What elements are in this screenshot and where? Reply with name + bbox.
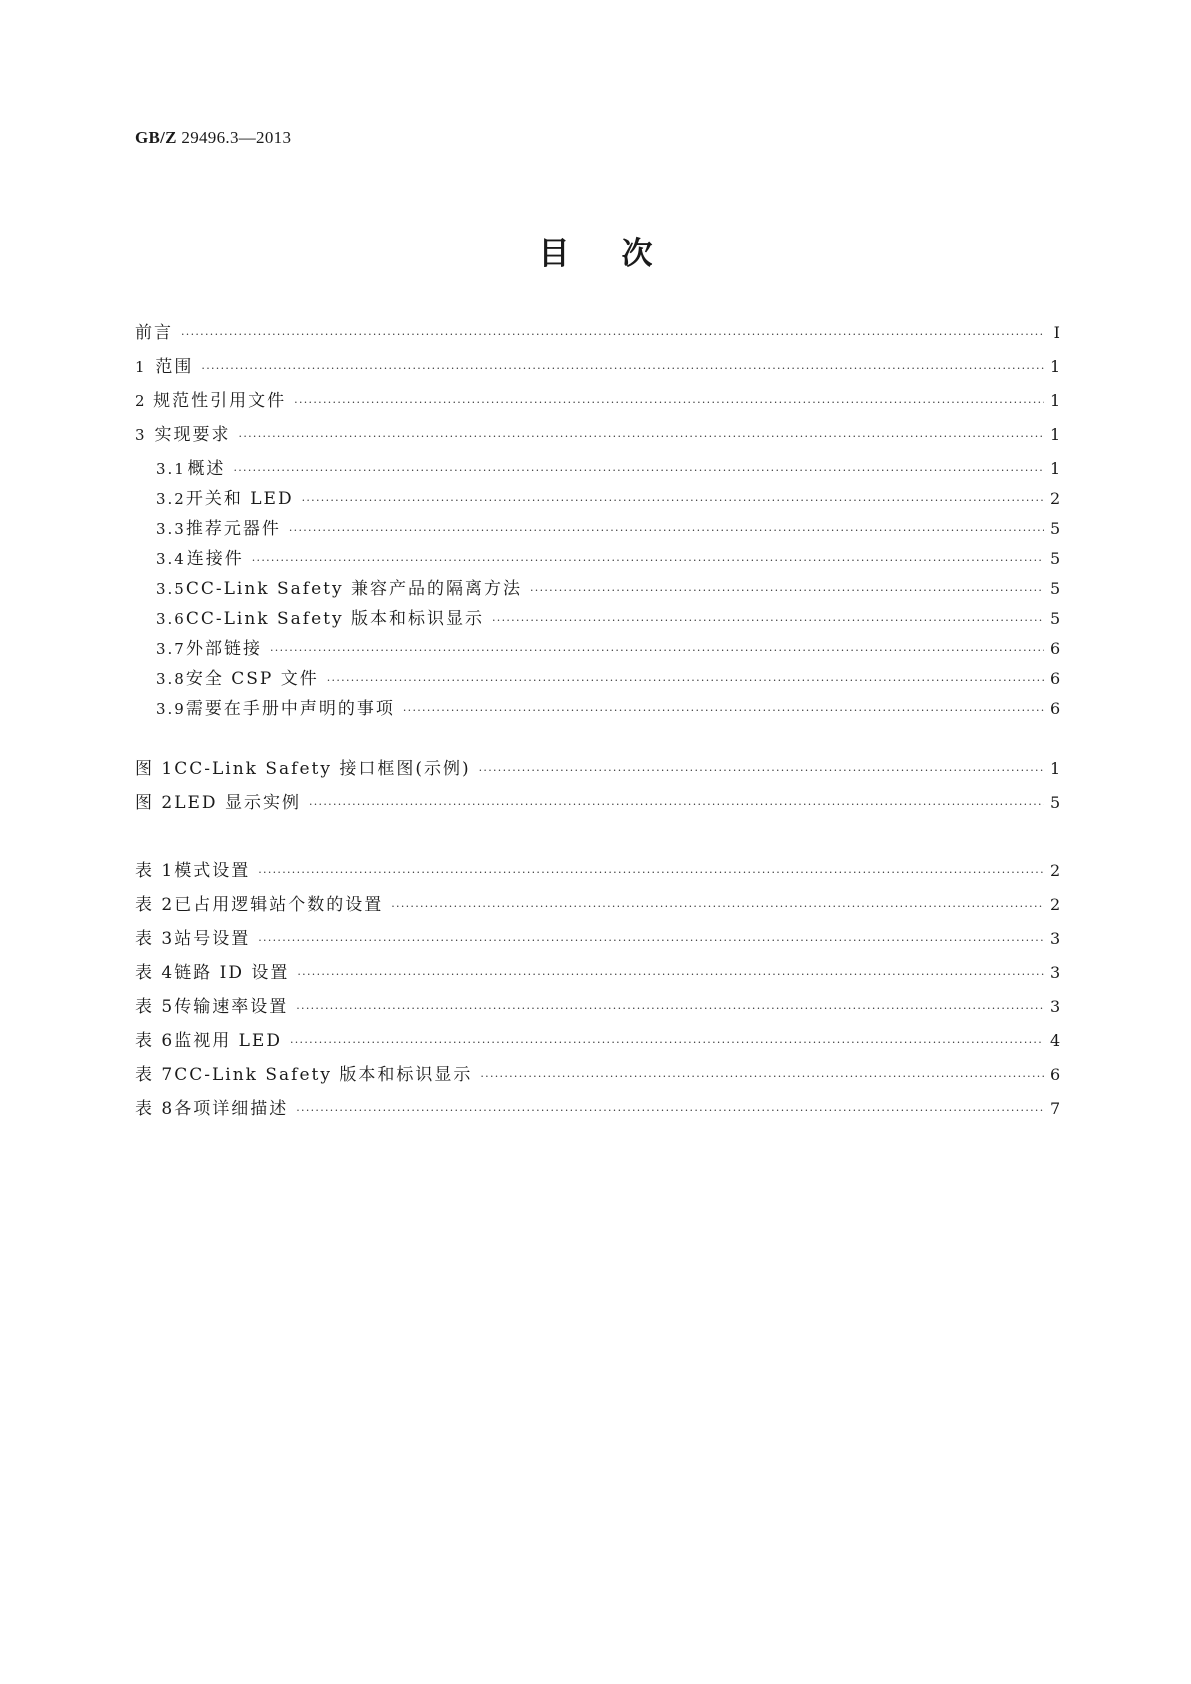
toc-label: 前言 [135, 323, 173, 343]
toc-entry-foreword[interactable] [135, 318, 1060, 344]
toc-label: 范围 [155, 357, 194, 377]
toc-entry-table-5[interactable] [135, 992, 1060, 1018]
toc-page: 6 [1050, 669, 1061, 688]
toc-label: 需要在手册中声明的事项 [185, 699, 395, 719]
toc-number: 3.8 [156, 670, 186, 688]
toc-number: 3.2 [156, 490, 186, 508]
toc-page: 5 [1050, 579, 1061, 598]
dot-leader [479, 764, 1044, 777]
toc-number: 3.9 [156, 700, 186, 718]
toc-entry-table-1[interactable] [135, 856, 1060, 882]
toc-entry-section-3-5[interactable] [156, 574, 1060, 600]
toc-label: CC-Link Safety 接口框图(示例) [174, 759, 471, 779]
dot-leader [252, 554, 1044, 567]
toc-label: 连接件 [186, 549, 244, 569]
toc-page: 5 [1050, 793, 1061, 812]
dot-leader [289, 524, 1044, 537]
toc-number: 1 [135, 358, 147, 376]
toc-label: CC-Link Safety 版本和标识显示 [174, 1065, 473, 1085]
standard-code [135, 128, 291, 148]
toc-page: 6 [1050, 639, 1061, 658]
dot-leader [403, 704, 1044, 717]
toc-number: 3.7 [156, 640, 186, 658]
toc-number: 表 5 [135, 997, 175, 1017]
toc-label: CC-Link Safety 兼容产品的隔离方法 [185, 579, 522, 599]
toc-label: 监视用 LED [174, 1031, 282, 1051]
toc-label: 推荐元器件 [185, 519, 281, 539]
dot-leader [302, 494, 1044, 507]
toc-number: 2 [135, 392, 147, 410]
toc-page: 1 [1050, 391, 1061, 410]
toc-page: 2 [1050, 489, 1061, 508]
toc-entry-section-3-3[interactable] [156, 514, 1060, 540]
toc-label: LED 显示实例 [174, 793, 301, 813]
toc-number: 表 6 [135, 1031, 175, 1051]
standard-code-prefix: GB/Z [135, 128, 177, 147]
toc-number: 图 2 [135, 793, 175, 813]
toc-label: 安全 CSP 文件 [185, 669, 319, 689]
toc-entry-section-3-7[interactable] [156, 634, 1060, 660]
toc-number: 3.1 [156, 460, 186, 478]
toc-entry-section-3-9[interactable] [156, 694, 1060, 720]
toc-entry-section-3-1[interactable] [156, 454, 1060, 480]
toc-label: 概述 [187, 459, 226, 479]
toc-entry-table-2[interactable] [135, 890, 1060, 916]
toc-number: 表 8 [135, 1099, 175, 1119]
toc-page: Ⅰ [1053, 323, 1060, 342]
toc-number: 3 [135, 426, 147, 444]
dot-leader [309, 798, 1044, 811]
toc-label: 外部链接 [186, 639, 263, 659]
toc-entry-chapter-1[interactable] [135, 352, 1060, 378]
dot-leader [239, 430, 1044, 443]
toc-entry-figure-1[interactable] [135, 754, 1060, 780]
dot-leader [270, 644, 1044, 657]
dot-leader [290, 1036, 1044, 1049]
dot-leader [181, 328, 1044, 341]
toc-label: 模式设置 [174, 861, 251, 881]
toc-number: 3.4 [156, 550, 186, 568]
toc-label: 已占用逻辑站个数的设置 [174, 895, 384, 915]
toc-entry-section-3-2[interactable] [156, 484, 1060, 510]
dot-leader [258, 866, 1044, 879]
toc-entry-table-8[interactable] [135, 1094, 1060, 1120]
toc-entry-chapter-2[interactable] [135, 386, 1060, 412]
toc-page: 5 [1050, 549, 1061, 568]
toc-label: 各项详细描述 [174, 1099, 289, 1119]
dot-leader [294, 396, 1044, 409]
toc-page: 5 [1050, 609, 1061, 628]
toc-entry-table-6[interactable] [135, 1026, 1060, 1052]
dot-leader [258, 934, 1044, 947]
toc-label: 传输速率设置 [174, 997, 289, 1017]
toc-label: CC-Link Safety 版本和标识显示 [185, 609, 484, 629]
toc-page: 2 [1050, 895, 1061, 914]
toc-label: 开关和 LED [185, 489, 294, 509]
toc-entry-figure-2[interactable] [135, 788, 1060, 814]
toc-label: 规范性引用文件 [153, 391, 287, 411]
dot-leader [391, 900, 1044, 913]
toc-number: 表 2 [135, 895, 175, 915]
dot-leader [327, 674, 1044, 687]
toc-entry-table-7[interactable] [135, 1060, 1060, 1086]
toc-page: 1 [1050, 425, 1061, 444]
toc-entry-table-3[interactable] [135, 924, 1060, 950]
toc-entry-section-3-6[interactable] [156, 604, 1060, 630]
toc-page: 3 [1050, 997, 1061, 1016]
toc-page: 7 [1050, 1099, 1061, 1118]
toc-page: 1 [1050, 459, 1061, 478]
dot-leader [296, 1104, 1044, 1117]
toc-label: 链路 ID 设置 [174, 963, 290, 983]
toc-label: 实现要求 [154, 425, 231, 445]
toc-label: 站号设置 [174, 929, 251, 949]
dot-leader [297, 968, 1044, 981]
toc-page: 2 [1050, 861, 1061, 880]
toc-page: 6 [1050, 1065, 1061, 1084]
toc-number: 表 4 [135, 963, 175, 983]
dot-leader [233, 464, 1044, 477]
page-title: 目次 [538, 236, 705, 272]
toc-number: 3.5 [156, 580, 186, 598]
toc-entry-section-3-4[interactable] [156, 544, 1060, 570]
toc-number: 3.3 [156, 520, 186, 538]
toc-page: 3 [1050, 929, 1061, 948]
toc-number: 表 3 [135, 929, 175, 949]
toc-entry-table-4[interactable] [135, 958, 1060, 984]
toc-entry-chapter-3[interactable] [135, 420, 1060, 446]
toc-page: 5 [1050, 519, 1061, 538]
toc-number: 3.6 [156, 610, 186, 628]
toc-page: 6 [1050, 699, 1061, 718]
toc-entry-section-3-8[interactable] [156, 664, 1060, 690]
dot-leader [480, 1070, 1044, 1083]
dot-leader [201, 362, 1044, 375]
standard-code-number: 29496.3—2013 [181, 128, 292, 147]
toc-page: 4 [1050, 1031, 1061, 1050]
toc-page: 3 [1050, 963, 1061, 982]
toc-number: 表 1 [135, 861, 175, 881]
toc-page: 1 [1050, 759, 1061, 778]
dot-leader [530, 584, 1044, 597]
toc-number: 表 7 [135, 1065, 175, 1085]
toc-page: 1 [1050, 357, 1061, 376]
dot-leader [492, 614, 1044, 627]
dot-leader [296, 1002, 1044, 1015]
toc-number: 图 1 [135, 759, 175, 779]
